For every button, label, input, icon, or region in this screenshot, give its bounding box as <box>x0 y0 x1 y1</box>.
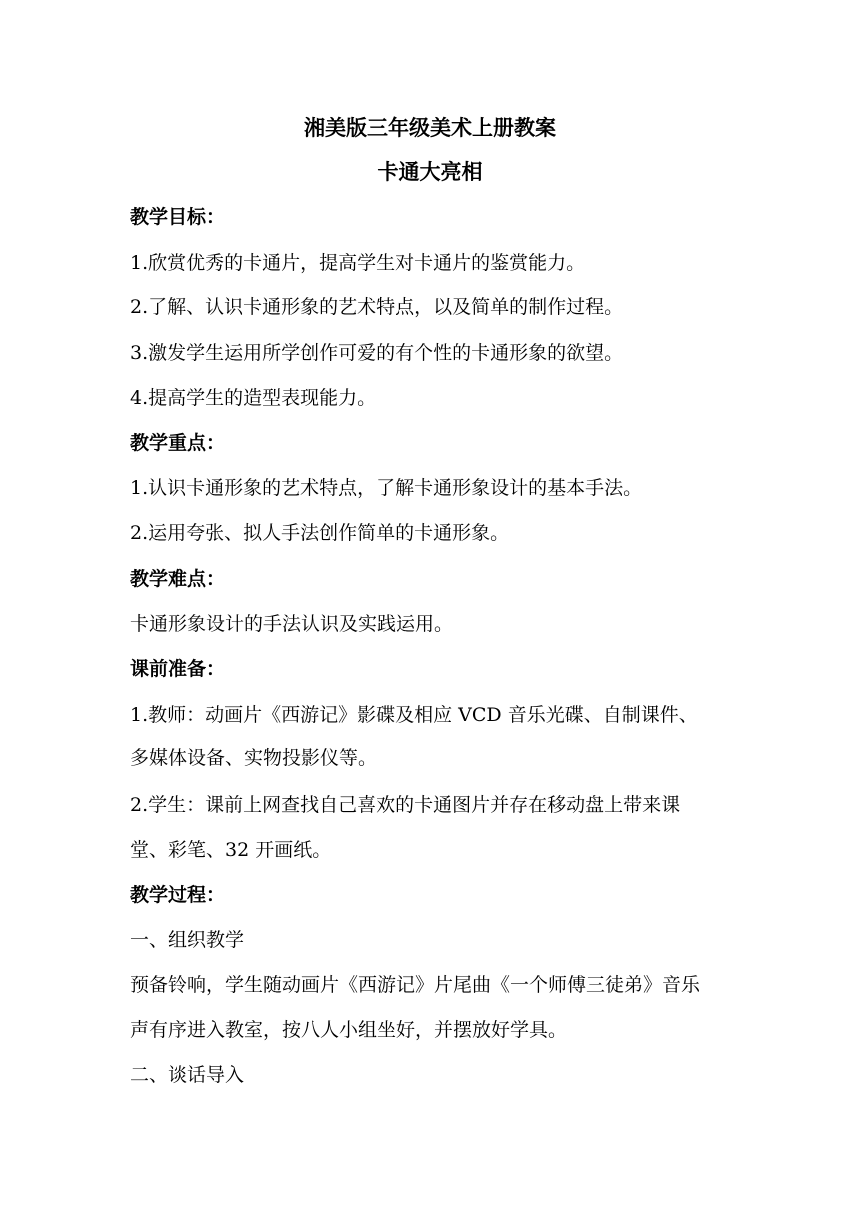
preparation-heading: 课前准备： <box>130 658 226 680</box>
process-step-text: 预备铃响，学生随动画片《西游记》片尾曲《一个师傅三徒弟》音乐 <box>130 974 701 996</box>
objective-item: 1.欣赏优秀的卡通片，提高学生对卡通片的鉴赏能力。 <box>130 252 586 274</box>
preparation-student-line: 堂、彩笔、32 开画纸。 <box>130 839 332 861</box>
preparation-student-line: 2.学生：课前上网查找自己喜欢的卡通图片并存在移动盘上带来课 <box>130 794 681 816</box>
difficulties-heading: 教学难点： <box>130 568 226 590</box>
process-step-title: 一、组织教学 <box>130 929 245 951</box>
objectives-heading: 教学目标： <box>130 206 226 228</box>
process-step-title: 二、谈话导入 <box>130 1064 245 1086</box>
key-point-item: 2.运用夸张、拟人手法创作简单的卡通形象。 <box>130 522 510 544</box>
key-point-item: 1.认识卡通形象的艺术特点，了解卡通形象设计的基本手法。 <box>130 477 643 499</box>
objective-item: 2.了解、认识卡通形象的艺术特点，以及简单的制作过程。 <box>130 296 624 318</box>
preparation-teacher-line: 1.教师：动画片《西游记》影碟及相应 VCD 音乐光碟、自制课件、 <box>130 704 698 726</box>
process-heading: 教学过程： <box>130 884 226 906</box>
preparation-teacher-line: 多媒体设备、实物投影仪等。 <box>130 747 378 769</box>
document-title: 湘美版三年级美术上册教案 <box>304 115 556 140</box>
objective-item: 4.提高学生的造型表现能力。 <box>130 387 377 409</box>
key-points-heading: 教学重点： <box>130 432 226 454</box>
objective-item: 3.激发学生运用所学创作可爱的有个性的卡通形象的欲望。 <box>130 342 624 364</box>
difficulties-text: 卡通形象设计的手法认识及实践运用。 <box>130 613 454 635</box>
process-step-text: 声有序进入教室，按八人小组坐好，并摆放好学具。 <box>130 1019 568 1041</box>
document-subtitle: 卡通大亮相 <box>377 159 483 184</box>
